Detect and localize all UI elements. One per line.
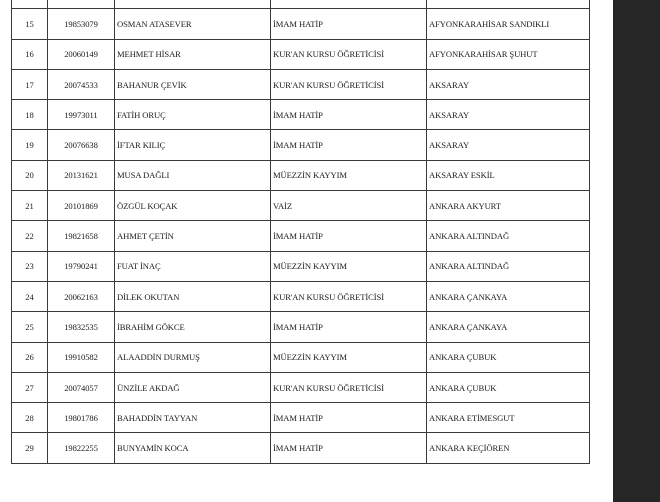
table-row [12, 281, 590, 311]
row-number-cell: 18 [12, 100, 48, 130]
viewer-side-panel [613, 0, 660, 502]
full-name-cell: İBRAHİM GÖKCE [115, 312, 271, 342]
table-row [12, 403, 590, 433]
table-row [12, 372, 590, 402]
row-number-cell: 27 [12, 372, 48, 402]
row-number-cell: 17 [12, 69, 48, 99]
full-name-cell: MEHMET HİSAR [115, 39, 271, 69]
full-name-cell: DİLEK OKUTAN [115, 281, 271, 311]
full-name-cell: AHMET ÇETİN [115, 221, 271, 251]
duty-location-cell: AKSARAY ESKİL [427, 160, 590, 190]
table-row [12, 251, 590, 281]
full-name-cell: ALAADDİN DURMUŞ [115, 342, 271, 372]
row-number-cell: 19 [12, 130, 48, 160]
row-number-cell: 22 [12, 221, 48, 251]
job-title-cell: İMAM HATİP [271, 403, 427, 433]
registry-id-cell: 19910582 [48, 342, 115, 372]
registry-id-cell: 19801786 [48, 403, 115, 433]
full-name-cell: ÜNZİLE AKDAĞ [115, 372, 271, 402]
registry-id-cell: 20062163 [48, 281, 115, 311]
full-name-cell: BUNYAMİN KOCA [115, 433, 271, 463]
registry-id-cell: 19973011 [48, 100, 115, 130]
row-number-cell: 28 [12, 403, 48, 433]
registry-id-cell: 19822255 [48, 433, 115, 463]
table-row [12, 221, 590, 251]
full-name-cell: MUSA DAĞLI [115, 160, 271, 190]
duty-location-cell: ANKARA ALTINDAĞ [427, 221, 590, 251]
job-title-cell: KUR'AN KURSU ÖĞRETİCİSİ [271, 281, 427, 311]
duty-location-cell: ANKARA ÇUBUK [427, 372, 590, 402]
row-number-cell: 23 [12, 251, 48, 281]
table-row [12, 433, 590, 463]
row-number-cell: 20 [12, 160, 48, 190]
job-title-cell: MÜEZZİN KAYYIM [271, 251, 427, 281]
table-row [12, 9, 590, 39]
full-name-cell: FUAT İNAÇ [115, 251, 271, 281]
full-name-cell: BAHADDİN TAYYAN [115, 403, 271, 433]
duty-location-cell: ANKARA ETİMESGUT [427, 403, 590, 433]
job-title-cell: İMAM HATİP [271, 100, 427, 130]
job-title-cell: İMAM HATİP [271, 221, 427, 251]
row-number-cell: 15 [12, 9, 48, 39]
job-title-cell: KUR'AN KURSU ÖĞRETİCİSİ [271, 69, 427, 99]
row-number-cell: 26 [12, 342, 48, 372]
duty-location-cell: ANKARA KEÇİÖREN [427, 433, 590, 463]
job-title-cell: İMAM HATİP [271, 433, 427, 463]
table-row-previous-partial [12, 0, 590, 9]
row-number-cell: 25 [12, 312, 48, 342]
table-row [12, 312, 590, 342]
full-name-cell: OSMAN ATASEVER [115, 9, 271, 39]
job-title-cell: İMAM HATİP [271, 130, 427, 160]
registry-id-cell: 20074533 [48, 69, 115, 99]
table-row [12, 100, 590, 130]
duty-location-cell: AFYONKARAHİSAR ŞUHUT [427, 39, 590, 69]
full-name-cell: FATİH ORUÇ [115, 100, 271, 130]
registry-id-cell: 20074057 [48, 372, 115, 402]
registry-id-cell: 20131621 [48, 160, 115, 190]
registry-id-cell: 19821658 [48, 221, 115, 251]
registry-id-cell: 20101869 [48, 191, 115, 221]
duty-location-cell: ANKARA ÇUBUK [427, 342, 590, 372]
duty-location-cell: AFYONKARAHİSAR SANDIKLI [427, 9, 590, 39]
row-number-cell: 16 [12, 39, 48, 69]
duty-location-cell: AKSARAY [427, 100, 590, 130]
job-title-cell: İMAM HATİP [271, 312, 427, 342]
table-row [12, 342, 590, 372]
job-title-cell: İMAM HATİP [271, 9, 427, 39]
table-row [12, 130, 590, 160]
duty-location-cell: ANKARA ALTINDAĞ [427, 251, 590, 281]
job-title-cell: KUR'AN KURSU ÖĞRETİCİSİ [271, 39, 427, 69]
table-row [12, 69, 590, 99]
table-row [12, 160, 590, 190]
job-title-cell: MÜEZZİN KAYYIM [271, 160, 427, 190]
registry-id-cell: 20076638 [48, 130, 115, 160]
job-title-cell: VAİZ [271, 191, 427, 221]
registry-id-cell: 19853079 [48, 9, 115, 39]
table-row [12, 39, 590, 69]
full-name-cell: İFTAR KILIÇ [115, 130, 271, 160]
job-title-cell: MÜEZZİN KAYYIM [271, 342, 427, 372]
full-name-cell: ÖZGÜL KOÇAK [115, 191, 271, 221]
row-number-cell: 21 [12, 191, 48, 221]
job-title-cell: KUR'AN KURSU ÖĞRETİCİSİ [271, 372, 427, 402]
row-number-cell: 29 [12, 433, 48, 463]
registry-id-cell: 19832535 [48, 312, 115, 342]
full-name-cell: BAHANUR ÇEVİK [115, 69, 271, 99]
duty-location-cell: ANKARA ÇANKAYA [427, 312, 590, 342]
table-row [12, 191, 590, 221]
duty-location-cell: AKSARAY [427, 130, 590, 160]
duty-location-cell: AKSARAY [427, 69, 590, 99]
row-number-cell: 24 [12, 281, 48, 311]
duty-location-cell: ANKARA ÇANKAYA [427, 281, 590, 311]
registry-id-cell: 20060149 [48, 39, 115, 69]
personnel-table [11, 0, 590, 464]
registry-id-cell: 19790241 [48, 251, 115, 281]
duty-location-cell: ANKARA AKYURT [427, 191, 590, 221]
